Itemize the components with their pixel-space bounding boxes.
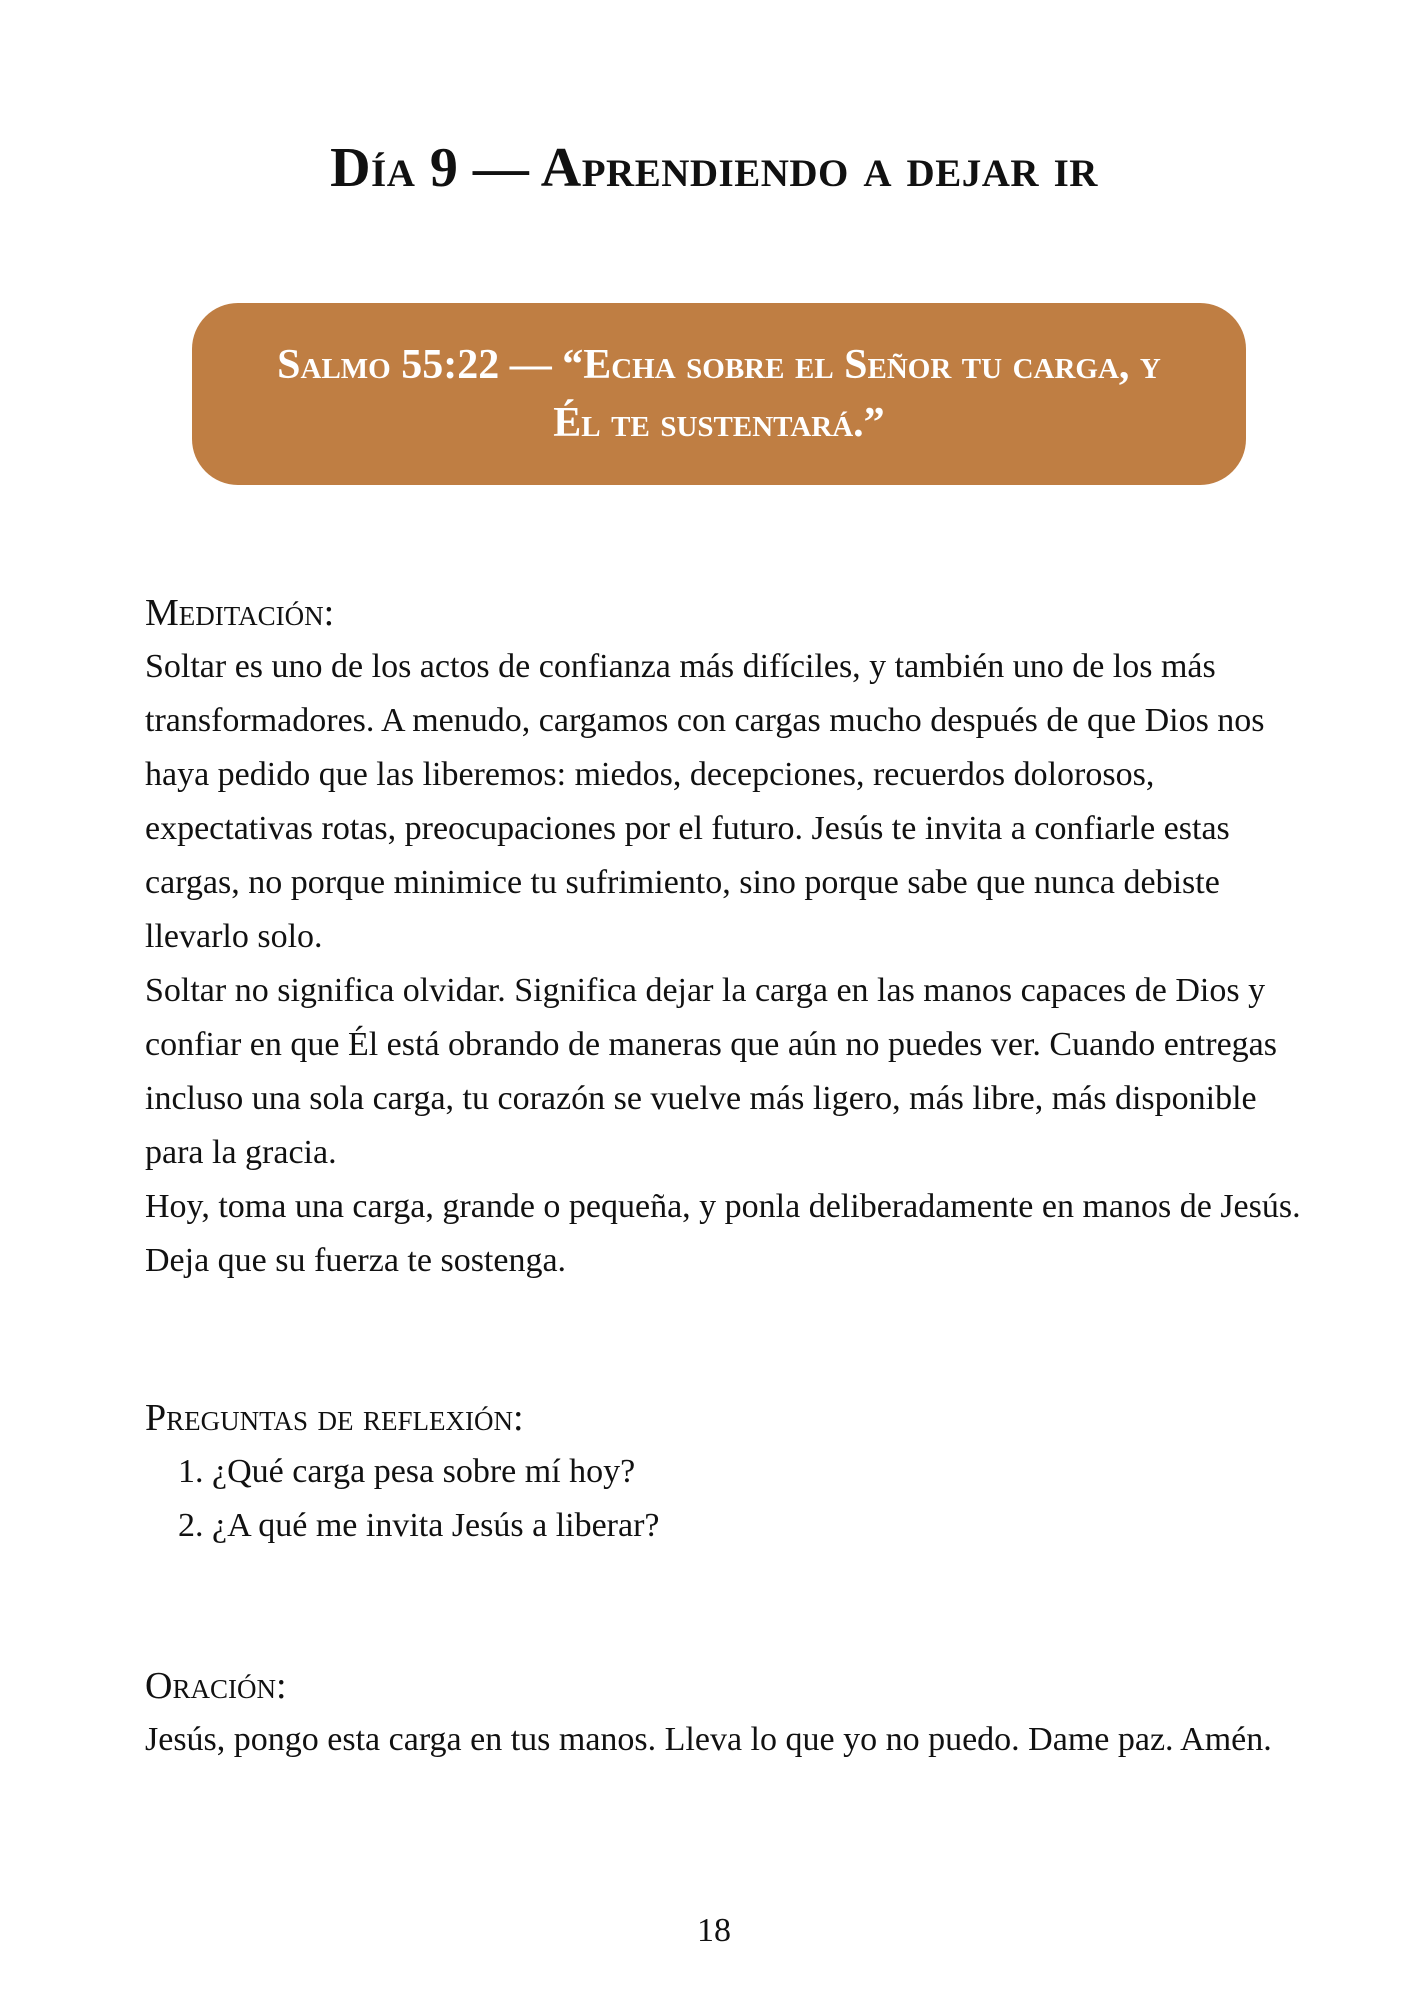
reflection-questions	[145, 1445, 1305, 1553]
page-title: Día 9 — Aprendiendo a dejar ir	[330, 137, 1098, 199]
meditation-paragraph: Soltar es uno de los actos de confianza más difíciles, y también uno de los más transformadores. A menudo, cargamos con cargas mucho después de que Dios nos haya pedido que las liberemos: miedos, decepciones, recuerdos dolorosos, expectativas rotas, preocupaciones por el futuro. Jesús te invita a confiarle estas cargas, no porque minimice tu sufrimiento, sino porque sabe que nunca debiste llevarlo solo.	[145, 648, 1265, 955]
meditation-section	[145, 586, 1305, 1288]
verse-text: Salmo 55:22 — “Echa sobre el Señor tu carga, y Él te sustentará.”	[277, 342, 1161, 446]
prayer-section	[145, 1659, 1305, 1767]
page-number: 18	[697, 1912, 731, 1949]
meditation-heading: Meditación:	[145, 592, 335, 634]
verse-callout	[192, 303, 1246, 485]
meditation-paragraph: Hoy, toma una carga, grande o pequeña, y ponla deliberadamente en manos de Jesús. Deja que su fuerza te sostenga.	[145, 1188, 1301, 1279]
reflection-section	[145, 1391, 1305, 1553]
reflection-heading: Preguntas de reflexión:	[145, 1397, 524, 1439]
reflection-question: 1. ¿Qué carga pesa sobre mí hoy?	[178, 1453, 636, 1490]
meditation-paragraph: Soltar no significa olvidar. Significa dejar la carga en las manos capaces de Dios y confiar en que Él está obrando de maneras que aún no puedes ver. Cuando entregas incluso una sola carga, tu corazón se vuelve más ligero, más libre, más disponible para la gracia.	[145, 972, 1277, 1171]
reflection-question: 2. ¿A qué me invita Jesús a liberar?	[178, 1507, 660, 1544]
prayer-text: Jesús, pongo esta carga en tus manos. Lleva lo que yo no puedo. Dame paz. Amén.	[145, 1721, 1272, 1758]
prayer-heading: Oración:	[145, 1665, 287, 1707]
